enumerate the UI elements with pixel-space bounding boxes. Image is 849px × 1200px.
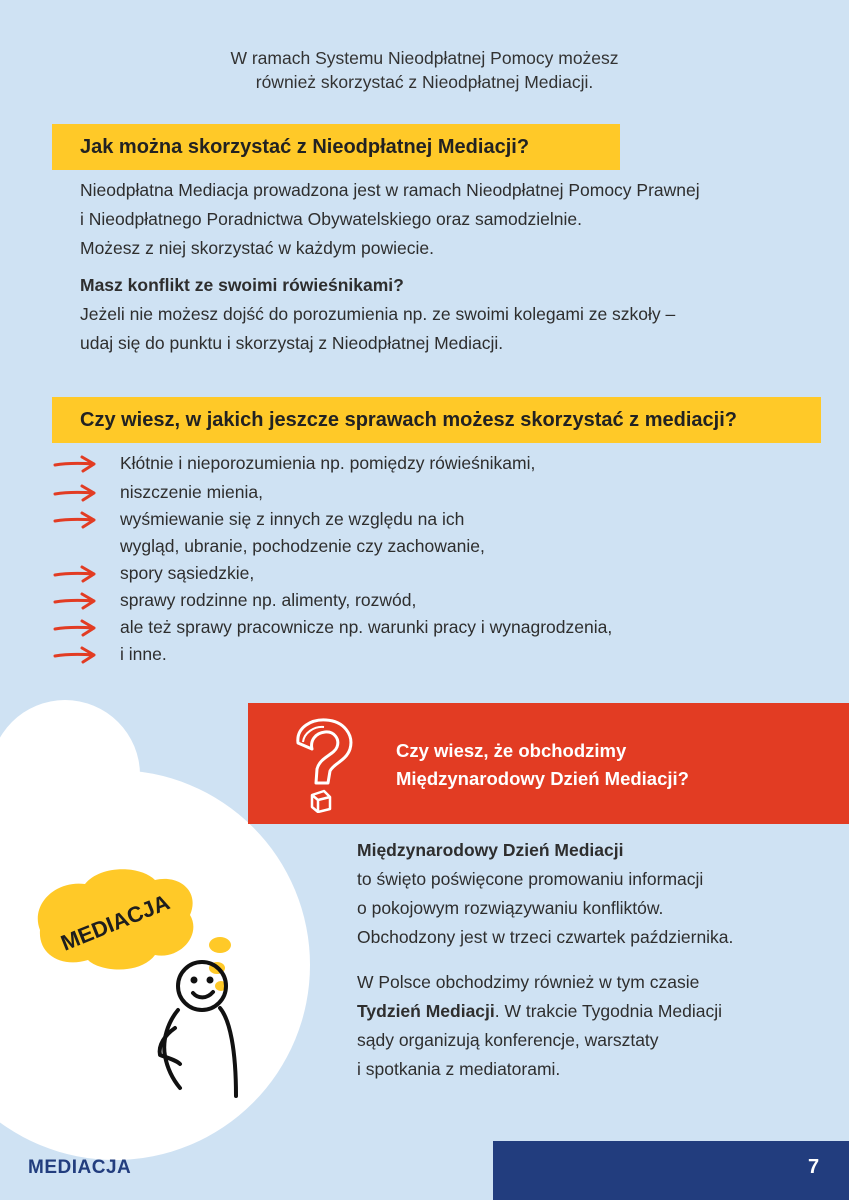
callout-line-1: Czy wiesz, że obchodzimy (396, 740, 627, 761)
mediation-week-name: Tydzień Mediacji (357, 1001, 495, 1021)
list-item (52, 479, 752, 506)
list-item (52, 614, 752, 641)
callout-line-2: Międzynarodowy Dzień Mediacji? (396, 768, 689, 789)
arrow-icon (52, 591, 98, 611)
page-number: 7 (808, 1156, 820, 1178)
list-item (52, 450, 752, 477)
intro-text (0, 46, 849, 94)
paragraph-line: Możesz z niej skorzystać w każdym powiecie. (80, 238, 434, 258)
list-item-text: spory sąsiedzkie, (120, 563, 255, 583)
paragraph-line: o pokojowym rozwiązywaniu konfliktów. (357, 898, 664, 918)
list-item-text: sprawy rodzinne np. alimenty, rozwód, (120, 590, 417, 610)
paragraph-line: Obchodzony jest w trzeci czwartek października. (357, 927, 734, 947)
arrow-icon (52, 454, 98, 474)
list-item-text: niszczenie mienia, (120, 482, 263, 502)
list-item (52, 506, 752, 533)
arrow-icon (52, 483, 98, 503)
callout-title (396, 737, 689, 793)
list-item-text: wyśmiewanie się z innych ze względu na ich (120, 509, 465, 529)
arrow-icon (52, 618, 98, 638)
list-item-text: i inne. (120, 644, 167, 664)
paragraph-line: to święto poświęcone promowaniu informacji (357, 869, 704, 889)
list-item-text: ale też sprawy pracownicze np. warunki pracy i wynagrodzenia, (120, 617, 613, 637)
paragraph-line: udaj się do punktu i skorzystaj z Nieodpłatnej Mediacji. (80, 333, 504, 353)
list-item (52, 641, 752, 668)
paragraph-line (357, 997, 722, 1026)
paragraph-line: sądy organizują konferencje, warsztaty (357, 1030, 659, 1050)
mediation-day-title: Międzynarodowy Dzień Mediacji (357, 840, 624, 860)
footer-label: MEDIACJA (28, 1157, 132, 1178)
mediation-illustration (30, 860, 250, 1110)
arrow-icon (52, 645, 98, 665)
footer-bar (493, 1141, 849, 1200)
paragraph-line: i Nieodpłatnego Poradnictwa Obywatelskiego oraz samodzielnie. (80, 209, 582, 229)
list-item (52, 560, 752, 587)
section-heading: Czy wiesz, w jakich jeszcze sprawach możesz skorzystać z mediacji? (80, 408, 737, 431)
question-mark-icon (290, 717, 358, 813)
callout-box (248, 703, 849, 824)
section-heading: Jak można skorzystać z Nieodpłatnej Mediacji? (80, 135, 530, 158)
mediation-day-text (357, 836, 733, 952)
section1-paragraph (80, 176, 700, 263)
subheading: Masz konflikt ze swoimi rówieśnikami? (80, 275, 404, 295)
paragraph-fragment: . W trakcie Tygodnia Mediacji (494, 1001, 723, 1021)
list-item-text: wygląd, ubranie, pochodzenie czy zachowanie, (120, 536, 485, 556)
intro-line-1: W ramach Systemu Nieodpłatnej Pomocy możesz (230, 48, 619, 68)
thought-dot (209, 937, 231, 953)
arrow-icon (52, 564, 98, 584)
arrow-icon (52, 510, 98, 530)
list-item-text: Kłótnie i nieporozumienia np. pomiędzy rówieśnikami, (120, 453, 536, 473)
bubble-label: MEDIACJA (57, 889, 174, 956)
list-item (52, 587, 752, 614)
paragraph-line: Nieodpłatna Mediacja prowadzona jest w ramach Nieodpłatnej Pomocy Prawnej (80, 180, 700, 200)
paragraph-line: Jeżeli nie możesz dojść do porozumienia np. ze swoimi kolegami ze szkoły – (80, 304, 676, 324)
intro-line-2: również skorzystać z Nieodpłatnej Mediacji. (255, 72, 594, 92)
section1-subparagraph (80, 271, 675, 358)
paragraph-line: i spotkania z mediatorami. (357, 1059, 561, 1079)
stick-figure (160, 962, 236, 1096)
section-heading-bar (52, 397, 821, 443)
paragraph-line: W Polsce obchodzimy również w tym czasie (357, 972, 700, 992)
list-item-continuation (52, 533, 752, 560)
mediation-week-text (357, 968, 722, 1084)
section-heading-bar (52, 124, 620, 170)
